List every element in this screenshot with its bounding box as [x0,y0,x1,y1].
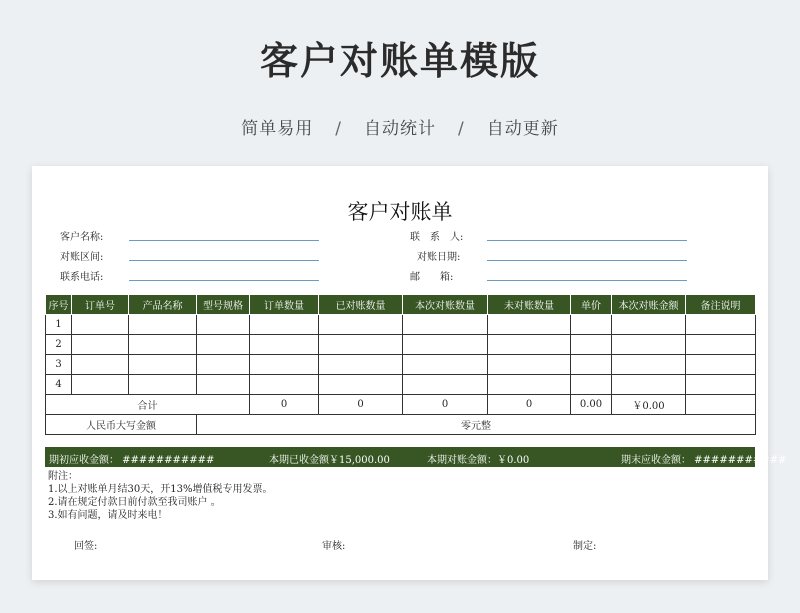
period-label: 对账区间: [60,252,104,263]
page-title: 客户对账单模版 [259,39,540,83]
table-cell[interactable] [319,315,403,335]
table-cell[interactable] [571,315,612,335]
table-cell[interactable] [686,315,756,335]
notes [48,470,273,522]
statement-title: 客户对账单 [347,200,453,224]
total-row [46,395,756,415]
table-cell[interactable] [72,315,129,335]
table-cell[interactable] [612,335,686,355]
contact-label: 联 系 人: [410,232,464,243]
total-current-qty: 0 [403,395,488,415]
table-cell[interactable] [686,375,756,395]
table-cell[interactable] [403,355,488,375]
uppercase-amount-value: 零元整 [197,415,756,435]
table-cell[interactable] [72,375,129,395]
statement-date-input[interactable] [487,260,687,261]
tag-easy: 简单易用 [241,119,314,139]
total-unit-price: 0.00 [571,395,612,415]
col-header: 单价 [571,295,612,315]
table-cell[interactable] [403,335,488,355]
table-row [46,315,756,335]
tag-auto-stats: 自动统计 [364,119,436,139]
table-cell[interactable] [129,315,197,335]
col-header: 备注说明 [686,295,756,315]
tag-separator: / [335,119,342,139]
customer-name-label: 客户名称: [60,232,104,243]
uppercase-amount-row [46,415,756,435]
table-cell[interactable] [319,375,403,395]
table-cell[interactable] [571,355,612,375]
table-cell[interactable] [250,335,319,355]
table-cell[interactable] [488,315,571,335]
summary-bar [45,447,787,467]
review-signature: 审核: [322,541,346,552]
table-row [46,355,756,375]
table-cell[interactable] [319,335,403,355]
table-cell[interactable] [403,375,488,395]
table-row [46,335,756,355]
table-cell[interactable] [197,375,250,395]
table-header-row [46,295,756,315]
phone-input[interactable] [129,280,319,281]
table-cell[interactable] [571,335,612,355]
reply-signature: 回签: [74,541,98,552]
uppercase-amount-label: 人民币大写金额 [46,415,197,435]
table-cell[interactable] [197,335,250,355]
table-cell[interactable] [197,355,250,375]
col-header: 已对账数量 [319,295,403,315]
total-unreconciled-qty: 0 [488,395,571,415]
email-label: 邮 箱: [410,272,454,283]
table-cell[interactable] [250,315,319,335]
table-cell[interactable] [72,335,129,355]
table-cell[interactable] [250,355,319,375]
tagline [0,114,800,139]
col-header: 未对账数量 [488,295,571,315]
opening-balance: 期初应收金额： ########### [49,455,215,466]
table-cell[interactable] [129,355,197,375]
statement-date-label: 对账日期: [417,252,461,263]
row-number: 1 [46,315,72,335]
table-cell[interactable] [129,335,197,355]
phone-label: 联系电话: [60,272,104,283]
table-cell[interactable] [686,355,756,375]
table-row [46,375,756,395]
table-cell[interactable] [571,375,612,395]
note-item: 2.请在规定付款日前付款至我司账户 。 [48,497,221,508]
total-reconciled-qty: 0 [319,395,403,415]
table-cell[interactable] [612,375,686,395]
tag-separator: / [458,119,465,139]
row-number: 2 [46,335,72,355]
prepare-signature: 制定: [573,541,597,552]
received-amount: 本期已收金额￥15,000.00 [269,455,390,466]
statement-sheet [32,166,787,580]
total-current-amount: ￥0.00 [612,395,686,415]
note-item: 3.如有问题，请及时来电！ [48,510,168,521]
table-cell[interactable] [72,355,129,375]
col-header: 本次对账金额 [612,295,686,315]
total-order-qty: 0 [250,395,319,415]
col-header: 订单号 [72,295,129,315]
table-cell[interactable] [319,355,403,375]
table-cell[interactable] [686,335,756,355]
table-cell[interactable] [129,375,197,395]
col-header: 产品名称 [129,295,197,315]
closing-balance: 期末应收金额： ########### [621,455,787,466]
table-cell[interactable] [612,315,686,335]
col-header: 订单数量 [250,295,319,315]
period-input[interactable] [129,260,319,261]
table-cell[interactable] [250,375,319,395]
row-number: 3 [46,355,72,375]
table-cell[interactable] [488,335,571,355]
total-label: 合计 [46,395,250,415]
contact-input[interactable] [487,240,687,241]
total-remark[interactable] [686,395,756,415]
col-header: 序号 [46,295,72,315]
notes-title: 附注： [48,471,78,482]
statement-table [45,294,756,435]
email-input[interactable] [487,280,687,281]
row-number: 4 [46,375,72,395]
reconciled-amount: 本期对账金额：￥0.00 [427,455,530,466]
table-cell[interactable] [403,315,488,335]
table-cell[interactable] [488,355,571,375]
col-header: 型号规格 [197,295,250,315]
table-cell[interactable] [612,355,686,375]
note-item: 1.以上对账单月结30天，开13%增值税专用发票。 [48,484,273,495]
col-header: 本次对账数量 [403,295,488,315]
table-cell[interactable] [197,315,250,335]
table-cell[interactable] [488,375,571,395]
customer-name-input[interactable] [129,240,319,241]
tag-auto-update: 自动更新 [486,119,559,139]
